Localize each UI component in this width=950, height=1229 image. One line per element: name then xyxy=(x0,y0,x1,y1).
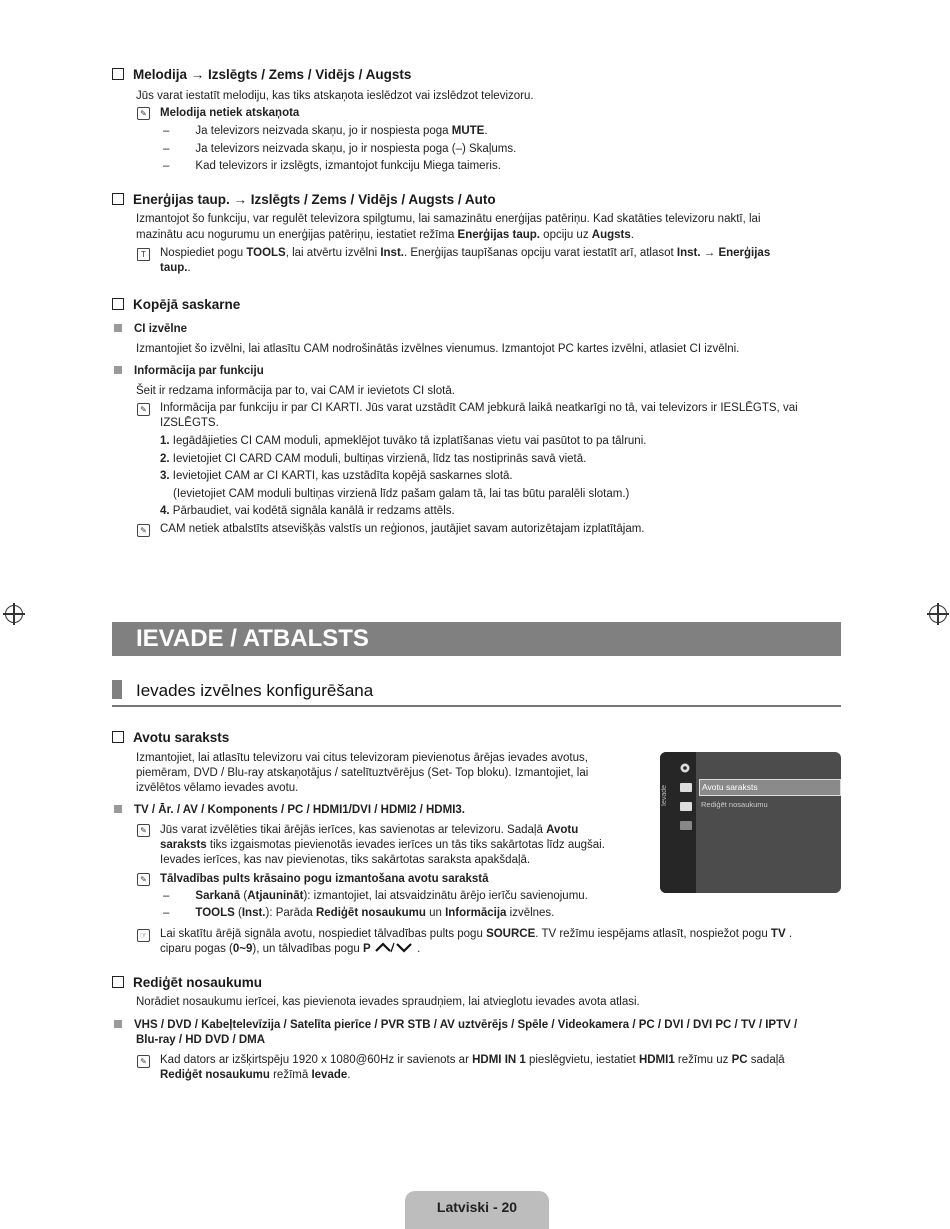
sources-list-heading: TV / Ār. / AV / Komponents / PC / HDMI1/DVI / HDMI2 / HDMI3. xyxy=(114,803,465,818)
input-icon xyxy=(680,783,692,792)
sources-note-3: Lai skatītu ārējā signāla avotu, nospiediet tālvadības pults pogu SOURCE. TV režīmu iespējams atlasīt, nospiežot pogu TV . ciparu pogas (0~9), un tālvadības pogu P . xyxy=(160,928,793,955)
note-icon: ✎ xyxy=(137,107,150,120)
info-heading: Informācija par funkciju xyxy=(114,364,264,379)
step-2: 2. Ievietojiet CI CARD CAM moduli, bultiņas virzienā, līdz tas nostiprinās savā vietā. xyxy=(160,453,587,465)
note-icon: ✎ xyxy=(137,1055,150,1068)
ci-desc: Izmantojiet šo izvēlni, lai atlasītu CAM nodrošinātās izvēlnes vienumus. Izmantojot PC kartes izvēlni, atlasiet CI izvēlni. xyxy=(136,343,740,355)
sources-desc: Izmantojiet, lai atlasītu televizoru vai citus televizoram pievienotus ārējas ievades avotus, piemēram, DVD / Blu-ray atskaņotājus / satelītuztvērējus (Set- Top bloku). Izmantojiet, lai izvēlētos vēlamo ievades avotu. xyxy=(136,752,589,794)
checkbox-bullet-icon xyxy=(112,193,124,205)
common-heading xyxy=(112,297,240,312)
checkbox-bullet-icon xyxy=(112,68,124,80)
section-banner: IEVADE / ATBALSTS xyxy=(112,622,841,656)
step-4: 4. Pārbaudiet, vai kodētā signāla kanālā ir redzams attēls. xyxy=(160,505,455,517)
rename-list: VHS / DVD / Kabeļtelevīzija / Satelīta pierīce / PVR STB / AV uztvērējs / Spēle / Videokamera / PC / DVI / DVI PC / TV / IPTV / Blu-ray / HD DVD / DMA xyxy=(114,1018,844,1048)
checkbox-bullet-icon xyxy=(112,298,124,310)
energy-desc-1: Izmantojot šo funkciju, var regulēt televizora spilgtumu, lai samazinātu enerģijas patēriņu. Kad skatāties televizoru naktī, lai xyxy=(136,213,761,225)
rename-note: Kad dators ar izšķirtspēju 1920 x 1080@60Hz ir savienots ar HDMI IN 1 pieslēgvietu, iestatiet HDMI1 režīmu uz PC sadaļā Rediģēt nosaukumu režīmā Ievade. xyxy=(160,1054,785,1081)
melodija-item-1: – Ja televizors neizvada skaņu, jo ir nospiesta poga MUTE. xyxy=(163,125,488,137)
info-desc: Šeit ir redzama informācija par to, vai CAM ir ievietots CI slotā. xyxy=(136,385,455,397)
square-bullet-icon xyxy=(114,324,122,332)
osd-side-label: Ievade xyxy=(661,784,668,806)
sources-note-1: Jūs varat izvēlēties tikai ārējās ierīces, kas savienotas ar televizoru. Sadaļā Avotu saraksts tiks izgaismotas pievienotās ievades ierīces un tās tiks sakārtotas līdz augšai. Ievades ierīces, kas nav pievienotas, tiks sakārtotas saraksta apakšdaļā. xyxy=(160,824,605,866)
subheading: Ievades izvēlnes konfigurēšana xyxy=(112,680,841,707)
osd-item-2: Rediģēt nosaukumu xyxy=(701,800,768,809)
energy-title: Enerģijas taup. → Izslēgts / Zems / Vidējs / Augsts / Auto xyxy=(133,192,496,207)
sources-sub-2: – TOOLS (Inst.): Parāda Rediģēt nosaukumu un Informācija izvēlnes. xyxy=(163,907,555,919)
step-1: 1. Iegādājieties CI CAM moduli, apmeklējot tuvāko tā izplatīšanas vietu vai pasūtot to pa tālruni. xyxy=(160,435,647,447)
sources-heading xyxy=(112,730,229,745)
melodija-note-title: Melodija netiek atskaņota xyxy=(160,107,300,119)
rename-desc: Norādiet nosaukumu ierīcei, kas pievienota ievades spraudņiem, lai atvieglotu ievades avota atlasi. xyxy=(136,996,640,1008)
checkbox-bullet-icon xyxy=(112,976,124,988)
gear-icon xyxy=(679,762,691,774)
registration-mark-icon xyxy=(929,605,947,623)
energy-heading xyxy=(112,192,496,207)
info-note-1: Informācija par funkciju ir par CI KARTI. Jūs varat uzstādīt CAM jebkurā laikā neatkarīgi no tā, vai televizors ir IESLĒGTS, vai IZSLĒGTS. xyxy=(160,402,798,429)
sources-note-2-title: Tālvadības pults krāsaino pogu izmantošana avotu sarakstā xyxy=(160,873,489,885)
rename-title: Rediģēt nosaukumu xyxy=(133,975,263,990)
tools-icon: T xyxy=(137,248,150,261)
square-bullet-icon xyxy=(114,366,122,374)
energy-desc-2: mazinātu acu nogurumu un enerģijas patēriņu, iestatiet režīma Enerģijas taup. opciju uz Augsts. xyxy=(136,229,634,241)
tv-osd-screenshot xyxy=(660,752,841,893)
note-icon: ✎ xyxy=(137,403,150,416)
energy-tools-note: Nospiediet pogu TOOLS, lai atvērtu izvēlni Inst.. Enerģijas taupīšanas opciju varat iestatīt arī, atlasot Inst. → Enerģijas taup.. xyxy=(160,247,771,274)
checkbox-bullet-icon xyxy=(112,731,124,743)
step-3-detail: (Ievietojiet CAM moduli bultiņas virzienā līdz pašam galam tā, lai tas būtu paralēli slotam.) xyxy=(173,488,630,500)
hand-icon: ☞ xyxy=(137,929,150,942)
info-note-2: CAM netiek atbalstīts atsevišķās valstīs un reģionos, jautājiet savam autorizētajam izplatītājam. xyxy=(160,523,645,535)
registration-mark-icon xyxy=(5,605,23,623)
melodija-item-2: – Ja televizors neizvada skaņu, jo ir nospiesta poga (–) Skaļums. xyxy=(163,143,517,155)
rename-heading xyxy=(112,975,262,990)
melodija-heading xyxy=(112,67,411,82)
square-bullet-icon xyxy=(114,805,122,813)
subheading-bar xyxy=(112,680,122,699)
app-icon xyxy=(680,802,692,811)
common-title: Kopējā saskarne xyxy=(133,297,241,312)
sources-sub-1: – Sarkanā (Atjaunināt): izmantojiet, lai atsvaidzinātu ārējo ierīču savienojumu. xyxy=(163,890,588,902)
square-bullet-icon xyxy=(114,1020,122,1028)
ci-menu-heading: CI izvēlne xyxy=(114,322,187,337)
support-icon xyxy=(680,821,692,830)
step-3: 3. Ievietojiet CAM ar CI KARTI, kas uzstādīta kopējā saskarnes slotā. xyxy=(160,470,513,482)
page-number-tab: Latviski - 20 xyxy=(405,1191,549,1229)
osd-selected-item: Avotu saraksts xyxy=(699,779,841,796)
note-icon: ✎ xyxy=(137,524,150,537)
sources-title: Avotu saraksts xyxy=(133,730,230,745)
melodija-item-3: – Kad televizors ir izslēgts, izmantojot funkciju Miega taimeris. xyxy=(163,160,501,172)
melodija-desc: Jūs varat iestatīt melodiju, kas tiks atskaņota ieslēdzot vai izslēdzot televizoru. xyxy=(136,90,534,102)
note-icon: ✎ xyxy=(137,873,150,886)
note-icon: ✎ xyxy=(137,824,150,837)
up-down-arrow-icon xyxy=(374,942,414,953)
melodija-title: Melodija → Izslēgts / Zems / Vidējs / Augsts xyxy=(133,67,412,82)
